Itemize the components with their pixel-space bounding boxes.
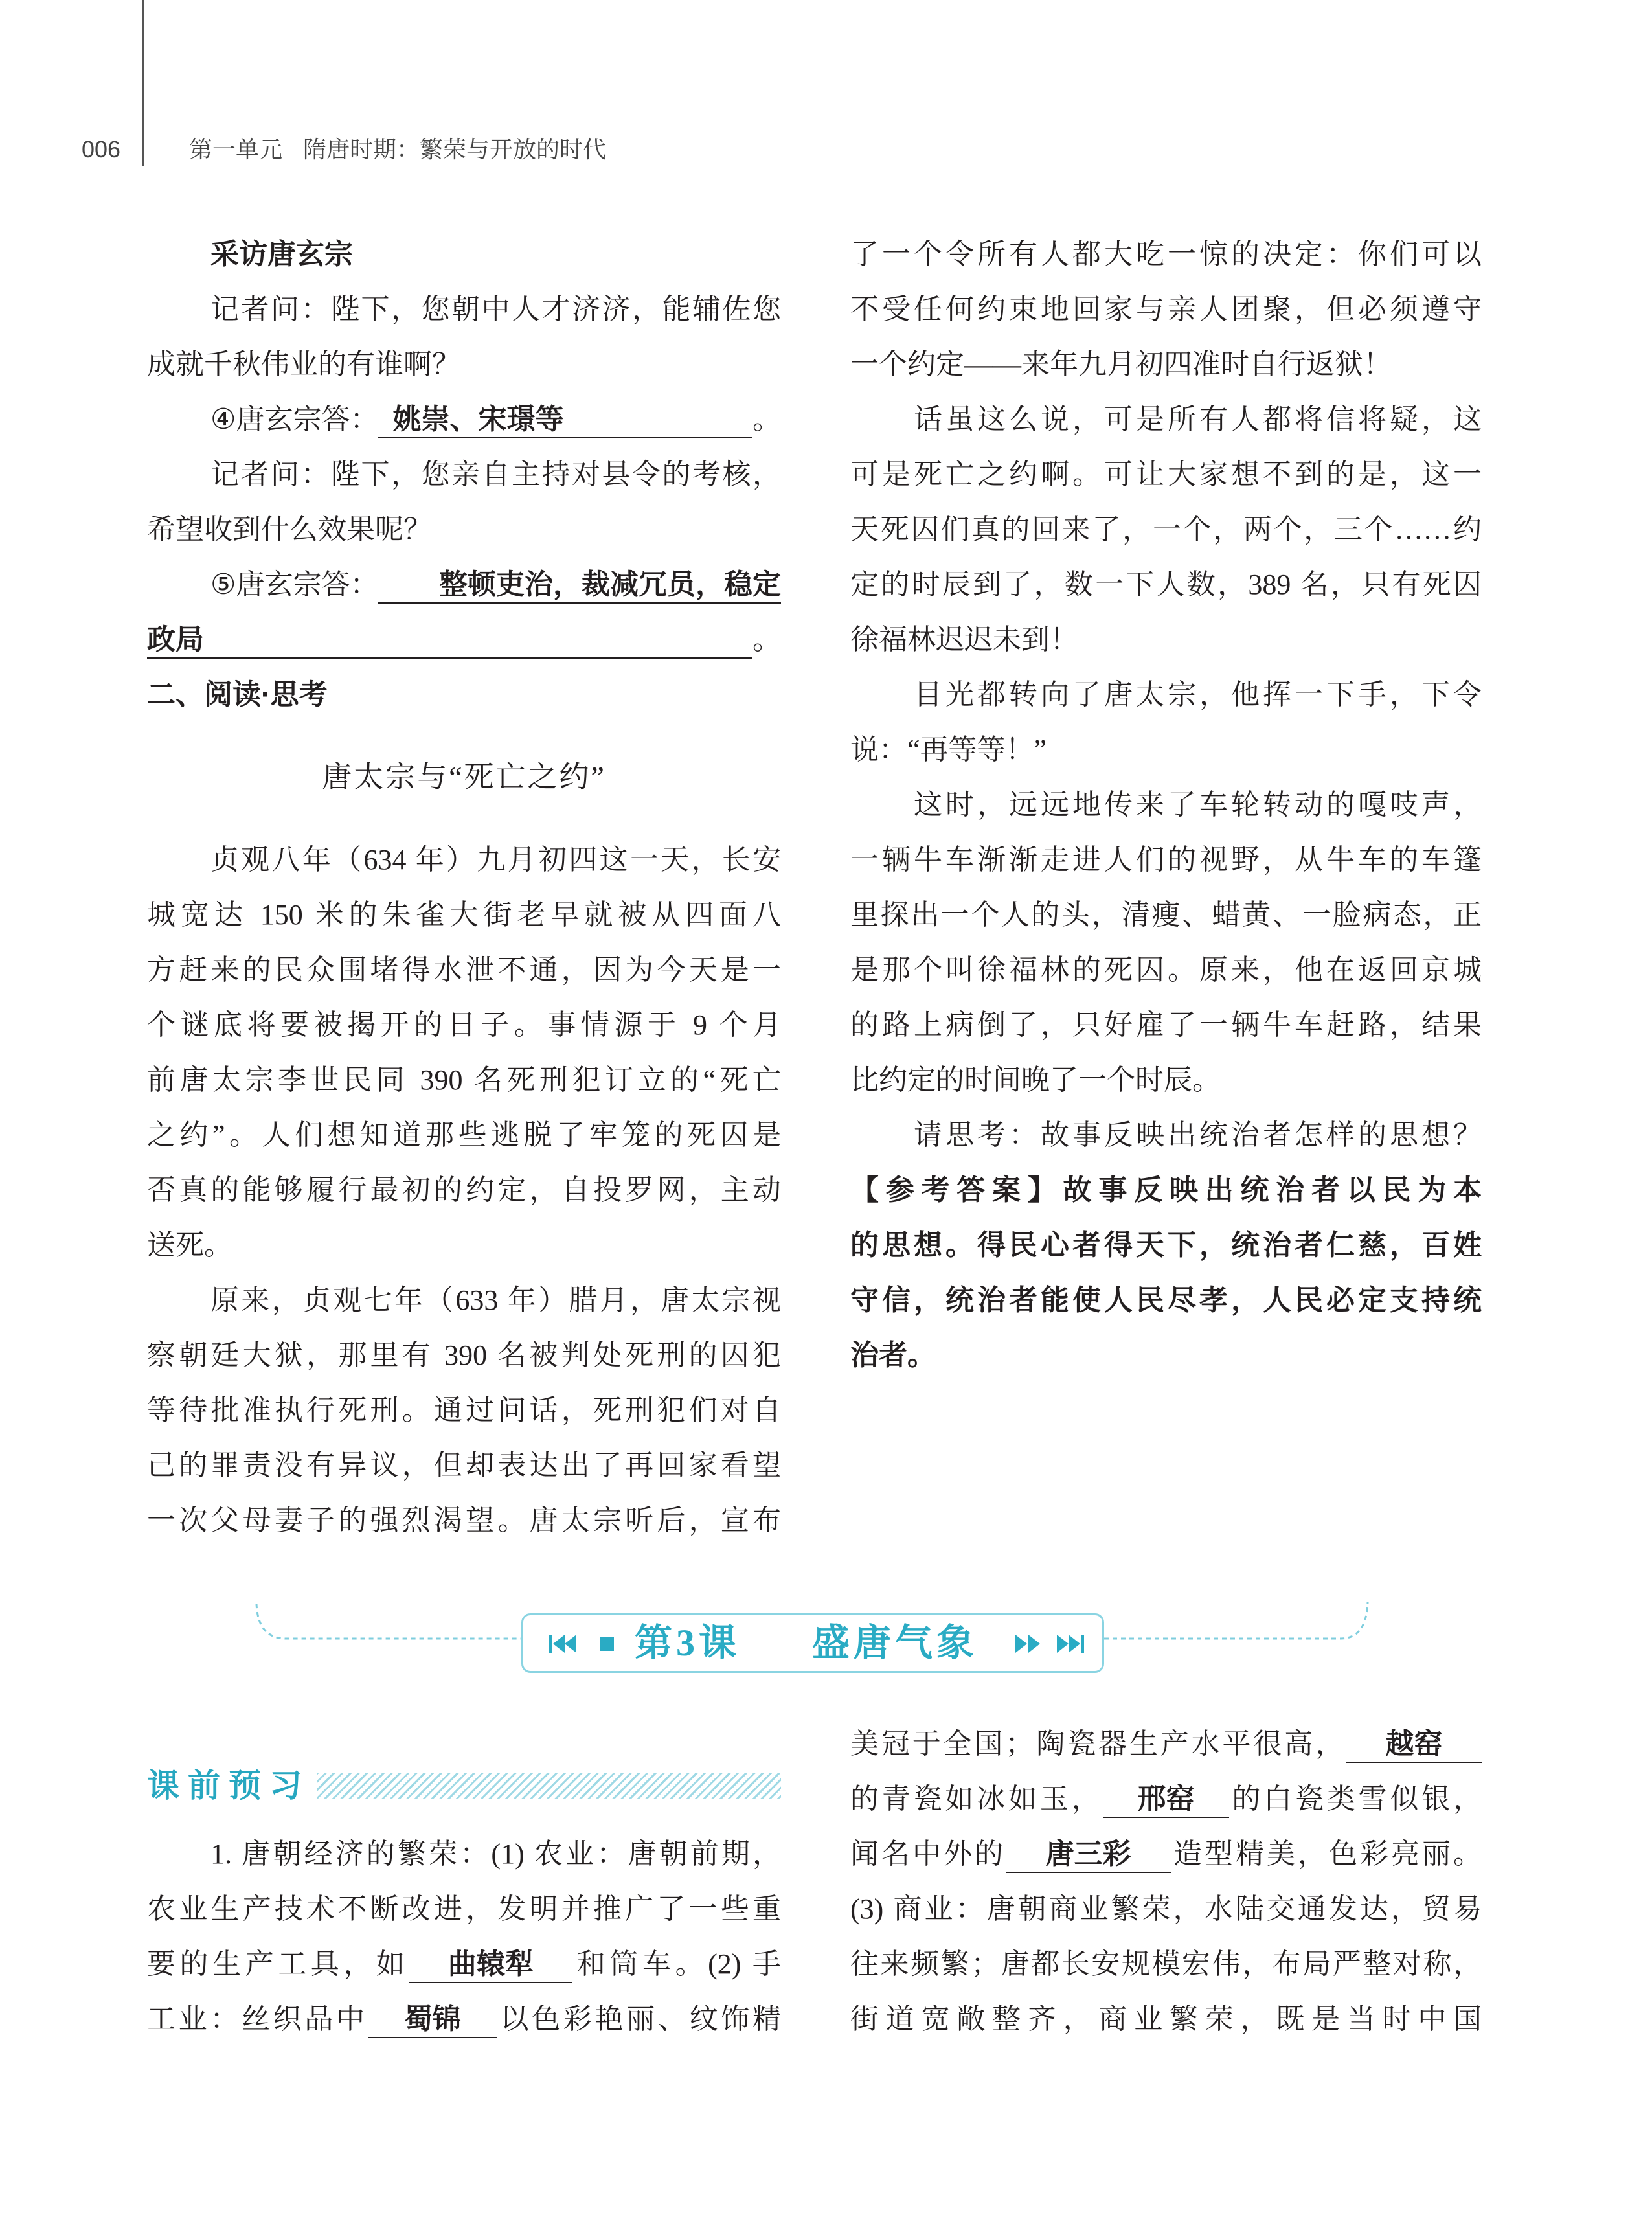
fill-blank: 唐三彩	[1006, 1837, 1171, 1873]
story-line: 这时，远远地传来了车轮转动的嘎吱声，	[914, 789, 1482, 821]
fill-blank: 蜀锦	[368, 2002, 497, 2038]
story-line: 贞观八年（634 年）九月初四这一天，长安	[210, 844, 781, 876]
preview-text: 和筒车。(2) 手	[572, 1948, 782, 1980]
preview-line	[850, 1716, 1482, 1771]
fill-blank: 越窑	[1346, 1727, 1482, 1763]
story-line: 方赶来的民众围堵得水泄不通，因为今天是一	[147, 954, 781, 986]
reference-answer-line: 守信，统治者能使人民尽孝，人民必定支持统	[850, 1284, 1482, 1316]
answer-blank: 整顿吏治，裁减冗员，稳定	[378, 567, 781, 604]
interview-answer-5	[147, 557, 781, 612]
preview-text: 要的生产工具，如	[147, 1948, 409, 1980]
story-line: 一个约定——来年九月初四准时自行返狱！	[850, 348, 1392, 380]
interview-question-line: 记者问：陛下，您亲自主持对县令的考核，	[210, 459, 781, 490]
answer-label: ⑤唐玄宗答：	[210, 569, 379, 600]
story-line: 一辆牛车渐渐走进人们的视野，从牛车的车篷	[850, 844, 1482, 876]
section-heading: 二、阅读·思考	[147, 679, 328, 710]
square-icon	[600, 1637, 614, 1651]
reference-answer-line: 治者。	[850, 1339, 936, 1371]
preview-line: 街道宽敞整齐，商业繁荣，既是当时中国	[850, 2003, 1482, 2035]
story-line: 己的罪责没有异议，但却表达出了再回家看望	[147, 1449, 781, 1481]
skip-forward-icon	[1057, 1632, 1085, 1655]
story-line: 城宽达 150 米的朱雀大街老早就被从四面八	[147, 899, 781, 931]
story-line: 是那个叫徐福林的死囚。原来，他在返回京城	[850, 954, 1482, 986]
preview-line	[147, 1936, 781, 1992]
story-line: 送死。	[147, 1229, 232, 1261]
preview-line: 往来频繁；唐都长安规模宏伟，布局严整对称，	[850, 1948, 1482, 1980]
story-line: 比约定的时间晚了一个时辰。	[850, 1064, 1221, 1096]
lesson-title: 盛唐气象	[812, 1622, 979, 1664]
lower-right-column	[850, 1716, 1482, 2047]
answer-end: 。	[752, 624, 781, 655]
story-line: 等待批准执行死刑。通过问话，死刑犯们对自	[147, 1394, 781, 1426]
story-title: 唐太宗与“死亡之约”	[322, 760, 606, 793]
story-line: 前唐太宗李世民同 390 名死刑犯订立的“死亡	[147, 1064, 781, 1096]
page-number: 006	[82, 136, 121, 163]
interview-question-line: 希望收到什么效果呢？	[147, 514, 432, 545]
story-line: 了一个令所有人都大吃一惊的决定：你们可以	[850, 238, 1482, 270]
skip-back-icon	[549, 1632, 578, 1655]
upper-left-column	[147, 227, 781, 1548]
story-line: 的路上病倒了，只好雇了一辆牛车赶路，结果	[850, 1009, 1482, 1041]
preview-line: 农业生产技术不断改进，发明并推广了一些重	[147, 1893, 781, 1925]
story-line: 定的时辰到了，数一下人数，389 名，只有死囚	[850, 569, 1482, 600]
interview-question-line: 记者问：陛下，您朝中人才济济，能辅佐您	[210, 293, 781, 325]
story-line: 不受任何约束地回家与亲人团聚，但必须遵守	[850, 293, 1482, 325]
preview-text: 的青瓷如冰如玉，	[850, 1783, 1103, 1815]
interview-answer-5-continued	[147, 612, 781, 667]
story-line: 徐福林迟迟未到！	[850, 624, 1078, 655]
think-question: 请思考：故事反映出统治者怎样的思想？	[914, 1119, 1482, 1151]
reference-answer-line: 的思想。得民心者得天下，统治者仁慈，百姓	[850, 1229, 1482, 1261]
story-line: 之约”。人们想知道那些逃脱了牢笼的死囚是	[147, 1119, 781, 1151]
story-line: 原来，贞观七年（633 年）腊月，唐太宗视	[210, 1284, 781, 1316]
story-line: 可是死亡之约啊。可让大家想不到的是，这一	[850, 459, 1482, 490]
preview-line	[850, 1826, 1482, 1881]
preview-text: 以色彩艳丽、纹饰精	[497, 2003, 781, 2035]
story-line: 个谜底将要被揭开的日子。事情源于 9 个月	[147, 1009, 781, 1041]
preview-line	[147, 1992, 781, 2047]
fast-forward-icon	[1014, 1632, 1043, 1655]
interview-heading: 采访唐玄宗	[210, 238, 353, 270]
unit-title: 第一单元 隋唐时期：繁荣与开放的时代	[189, 136, 607, 163]
story-line: 里探出一个人的头，清瘦、蜡黄、一脸病态，正	[850, 899, 1482, 931]
preview-heading	[147, 1758, 781, 1813]
interview-answer-4	[147, 392, 781, 447]
answer-end: 。	[752, 403, 781, 435]
preview-text: 工业：丝织品中	[147, 2003, 368, 2035]
lesson-number: 第3课	[635, 1622, 741, 1664]
story-line: 否真的能够履行最初的约定，自投罗网，主动	[147, 1174, 781, 1206]
lesson-banner	[0, 1580, 1652, 1710]
fill-blank: 曲辕犁	[409, 1947, 572, 1983]
story-line: 说：“再等等！”	[850, 734, 1047, 766]
interview-question-line: 成就千秋伟业的有谁啊？	[147, 348, 460, 380]
story-line: 一次父母妻子的强烈渴望。唐太宗听后，宣布	[147, 1505, 781, 1536]
answer-label: ④唐玄宗答：	[210, 403, 379, 435]
answer-blank: 政局	[147, 622, 752, 659]
preview-line: 1. 唐朝经济的繁荣：(1) 农业：唐朝前期，	[210, 1838, 781, 1870]
preview-line	[850, 1771, 1482, 1826]
heading-stripe	[317, 1773, 781, 1799]
preview-text: 美冠于全国；陶瓷器生产水平很高，	[850, 1728, 1346, 1760]
preview-text: 造型精美，色彩亮丽。	[1171, 1838, 1482, 1870]
header-rule	[142, 0, 144, 166]
upper-right-column	[850, 227, 1482, 1383]
story-line: 目光都转向了唐太宗，他挥一下手，下令	[914, 679, 1482, 710]
fill-blank: 邢窑	[1103, 1782, 1229, 1818]
lower-left-column	[147, 1826, 781, 2047]
preview-line: (3) 商业：唐朝商业繁荣，水陆交通发达，贸易	[850, 1893, 1482, 1925]
answer-blank: 姚崇、宋璟等	[378, 402, 752, 438]
preview-heading-text: 课前预习	[147, 1767, 310, 1804]
story-line: 察朝廷大狱，那里有 390 名被判处死刑的囚犯	[147, 1339, 781, 1371]
preview-text: 的白瓷类雪似银，	[1228, 1783, 1482, 1815]
reference-answer-line: 【参考答案】故事反映出统治者以民为本	[850, 1174, 1482, 1206]
lesson-title-box	[521, 1613, 1104, 1673]
story-line: 天死囚们真的回来了，一个，两个，三个……约	[850, 514, 1482, 545]
story-line: 话虽这么说，可是所有人都将信将疑，这	[914, 403, 1482, 435]
preview-text: 闻名中外的	[850, 1838, 1006, 1870]
